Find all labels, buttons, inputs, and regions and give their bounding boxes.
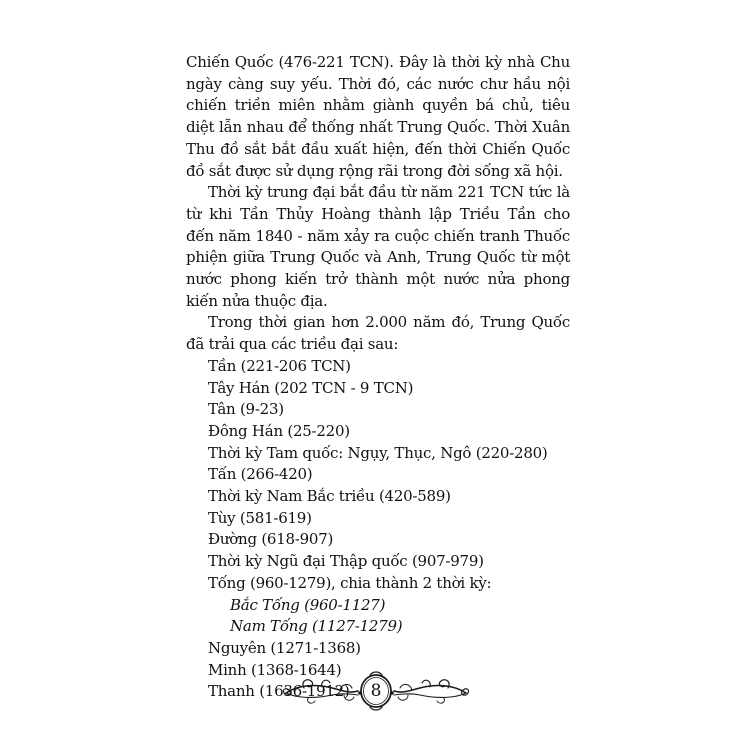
dynasty-item-ming: Minh (1368-1644) <box>208 660 342 679</box>
page-number: 8 <box>370 681 382 701</box>
dynasty-item-qin: Tần (221-206 TCN) <box>208 356 351 375</box>
dynasty-item-five-dynasties: Thời kỳ Ngũ đại Thập quốc (907-979) <box>208 552 484 571</box>
dynasty-item-yuan: Nguyên (1271-1368) <box>208 638 361 657</box>
dynasty-item-sui: Tùy (581-619) <box>208 508 312 527</box>
dynasty-item-tang: Đường (618-907) <box>208 530 334 549</box>
dynasty-item-western-han: Tây Hán (202 TCN - 9 TCN) <box>208 378 414 397</box>
dynasty-item-southern-song: Nam Tống (1127-1279) <box>230 617 403 636</box>
dynasty-item-xin: Tân (9-23) <box>208 400 284 419</box>
paragraph-dynasties-intro: Trong thời gian hơn 2.000 năm đó, Trung Quốc đã trải qua các triều đại sau: <box>186 313 570 354</box>
paragraph-warring-states: Chiến Quốc (476-221 TCN). Đây là thời kỳ nhà Chu ngày càng suy yếu. Thời đó, các nước chư hầu nội chiến triền miên nhằm giành quyền bá chủ, tiêu diệt lẫn nhau để thống nhất Trung Quốc. Thời Xuân Thu đồ sắt bắt đầu xuất hiện, đến thời Chiến Quốc đồ sắt được sử dụng rộng rãi trong đời sống xã hội. <box>186 53 570 180</box>
dynasty-item-three-kingdoms: Thời kỳ Tam quốc: Ngụy, Thục, Ngô (220-280) <box>208 443 548 462</box>
dynasty-item-jin: Tấn (266-420) <box>208 465 313 484</box>
dynasty-item-song: Tống (960-1279), chia thành 2 thời kỳ: <box>208 573 492 592</box>
paragraph-medieval-period: Thời kỳ trung đại bắt đầu từ năm 221 TCN tức là từ khi Tần Thủy Hoàng thành lập Triều Tần cho đến năm 1840 - năm xảy ra cuộc chiến tranh Thuốc phiện giữa Trung Quốc và Anh, Trung Quốc từ một nước phong kiến trở thành một nước nửa phong kiến nửa thuộc địa. <box>186 183 570 310</box>
page-body <box>186 52 570 703</box>
dynasty-item-qing: Thanh (1636-1912) <box>208 682 350 701</box>
dynasty-item-eastern-han: Đông Hán (25-220) <box>208 421 350 440</box>
dynasty-item-northern-song: Bắc Tống (960-1127) <box>230 595 386 614</box>
dynasty-list <box>186 356 570 703</box>
dynasty-item-northern-southern: Thời kỳ Nam Bắc triều (420-589) <box>208 487 451 506</box>
page-footer-ornament <box>278 671 474 711</box>
